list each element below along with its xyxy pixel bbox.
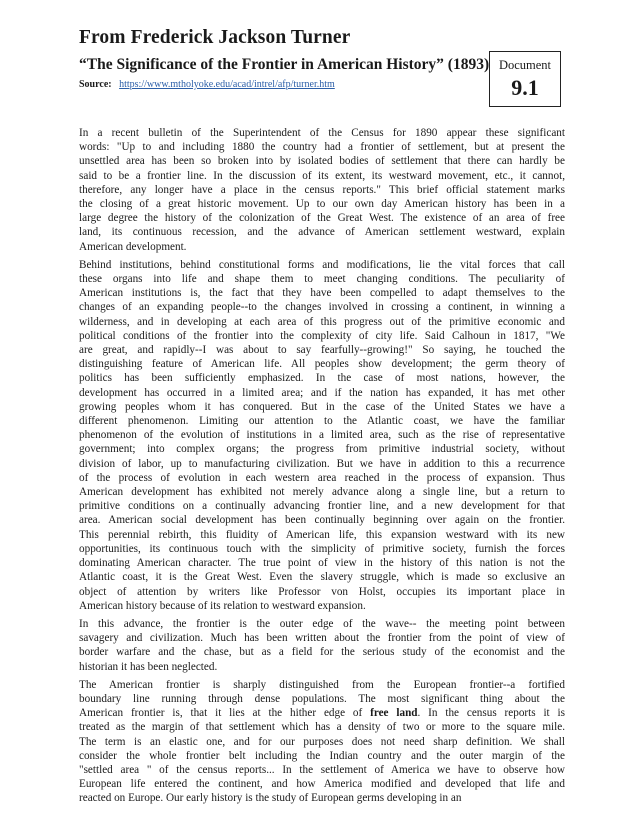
document-title: From Frederick Jackson Turner xyxy=(79,27,351,48)
document-header xyxy=(79,27,490,91)
paragraph-line: these organs into life and shape them to meet changing conditions. The peculiarity of xyxy=(79,273,565,286)
paragraph-line: boundary line running through dense populations. The most significant thing about the xyxy=(79,692,565,705)
paragraph-line: are great, and rapidly--I was about to say fearfully--growing!" So saying, he touched the xyxy=(79,344,565,357)
paragraph-line: political conditions of the frontier into the complexity of city life. Said Calhoun in 1817, "We xyxy=(79,329,565,342)
paragraph-line: area. American social development has been continually beginning over again on the frontier. xyxy=(79,514,565,527)
paragraph-line: historian it has been neglected. xyxy=(79,660,218,673)
document-subtitle: “The Significance of the Frontier in American History” (1893) xyxy=(79,56,490,73)
paragraph-line: development has occurred in a limited area; and if the nation has expanded, it has met other xyxy=(79,386,565,399)
paragraph-line: "settled area " of the census reports... In the settlement of America we have to observe how xyxy=(79,763,565,776)
paragraph-line: changes of an expanding people--to the changes involved in crossing a continent, in winning a xyxy=(79,301,565,314)
paragraph-line: In this advance, the frontier is the outer edge of the wave-- the meeting point between xyxy=(79,617,565,630)
paragraph-line: The American frontier is sharply distinguished from the European frontier--a fortified xyxy=(79,678,565,691)
paragraph-line: Atlantic coast, it is the Great West. Even the slavery struggle, which is made so exclusive an xyxy=(79,571,565,584)
document-number-box xyxy=(489,51,561,107)
paragraph-line: savagery and civilization. Much has been written about the frontier from the point of view of xyxy=(79,632,565,645)
paragraph-line: American development. xyxy=(79,240,187,253)
paragraph-line: In a recent bulletin of the Superintendent of the Census for 1890 appear these significant xyxy=(79,127,565,139)
paragraph-line: large degree the history of the colonization of the Great West. The existence of an area of free xyxy=(79,212,565,225)
paragraph-line: consider the whole frontier belt including the Indian country and the outer margin of the xyxy=(79,749,565,762)
paragraph-line: politics has been sufficiently emphasized. In the case of most nations, however, the xyxy=(79,372,565,385)
paragraph-line: European life entered the continent, and how America modified and developed that life and xyxy=(79,778,565,791)
paragraph-line: opportunities, its continuous touch with the simplicity of primitive society, furnish the forces xyxy=(79,542,565,555)
paragraph-line: American development has exhibited not merely advance along a single line, but a return to xyxy=(79,486,565,499)
paragraph-line: American history because of its relation to westward expansion. xyxy=(79,599,366,612)
bold-phrase: free land xyxy=(370,707,418,720)
body-paragraph xyxy=(79,258,565,613)
document-body xyxy=(79,126,565,806)
source-link[interactable]: https://www.mtholyoke.edu/acad/intrel/afp/turner.htm xyxy=(119,79,335,90)
paragraph-line: different phenomenon. Limiting our attention to the Atlantic coast, we have the familiar xyxy=(79,415,565,428)
paragraph-line: the closing of a great historic movement. Up to our own day American history has been in a xyxy=(79,198,565,211)
paragraph-line: Behind institutions, behind constitutional forms and modifications, lie the vital forces that call xyxy=(79,258,565,271)
paragraph-line: wilderness, and in developing at each area of this progress out of the primitive economic and xyxy=(79,315,565,328)
paragraph-line: border warfare and the chase, but as a field for the serious study of the economist and the xyxy=(79,646,565,659)
document-number: 9.1 xyxy=(511,75,539,100)
paragraph-line: The term is an elastic one, and for our purposes does not need sharp definition. We shall xyxy=(79,735,565,748)
paragraph-line: words: "Up to and including 1880 the country had a frontier of settlement, but at present the xyxy=(79,141,565,154)
paragraph-line: dominating American character. The true point of view in the history of this nation is not the xyxy=(79,557,565,570)
source-label: Source: xyxy=(79,79,112,90)
paragraph-line: government; into complex organs; the progress from primitive industrial society, without xyxy=(79,443,565,456)
paragraph-line: phenomenon of the evolution of institutions in a limited area, such as the rise of representative xyxy=(79,429,565,442)
paragraph-line: growing peoples whom it has conquered. But in the case of the United States we have a xyxy=(79,400,565,413)
paragraph-line: object of attention by writers like Professor von Holst, occupies its important place in xyxy=(79,585,565,598)
body-paragraph xyxy=(79,126,565,254)
paragraph-line: land, its continuous recession, and the advance of American settlement westward, explain xyxy=(79,226,565,239)
paragraph-line: unsettled area has been so broken into by isolated bodies of settlement that there can hardly be xyxy=(79,155,565,168)
paragraph-line: primitive conditions on a continually advancing frontier line, and a new development for that xyxy=(79,500,565,513)
paragraph-line: American institutions is, the fact that they have been compelled to adapt themselves to the xyxy=(79,287,565,300)
body-paragraph xyxy=(79,678,565,806)
line-continuation: . In the census reports it is xyxy=(417,707,565,720)
document-label: Document xyxy=(498,58,552,72)
paragraph-line: treated as the margin of that settlement which has a density of two or more to the square mile. xyxy=(79,721,565,734)
paragraph-line: therefore, any longer have a place in the census reports." This brief official statement marks xyxy=(79,183,565,196)
paragraph-line: said to be a frontier line. In the discussion of its extent, its westward movement, etc., it cannot, xyxy=(79,169,565,182)
paragraph-line: reacted on Europe. Our early history is the study of European germs developing in an xyxy=(79,792,462,805)
paragraph-line: division of labor, up to manufacturing civilization. But we have in addition to this a recurrence xyxy=(79,457,565,470)
paragraph-line: American frontier is, that it lies at the hither edge of free land. In the census reports it is xyxy=(79,707,565,720)
source-line xyxy=(79,79,479,91)
paragraph-line: This perennial rebirth, this fluidity of American life, this expansion westward with its new xyxy=(79,528,565,541)
paragraph-line: of the process of evolution in each western area reached in the process of expansion. Thus xyxy=(79,471,565,484)
paragraph-line: distinguishing feature of American life. All peoples show development; the germ theory of xyxy=(79,358,565,371)
body-paragraph xyxy=(79,617,565,674)
